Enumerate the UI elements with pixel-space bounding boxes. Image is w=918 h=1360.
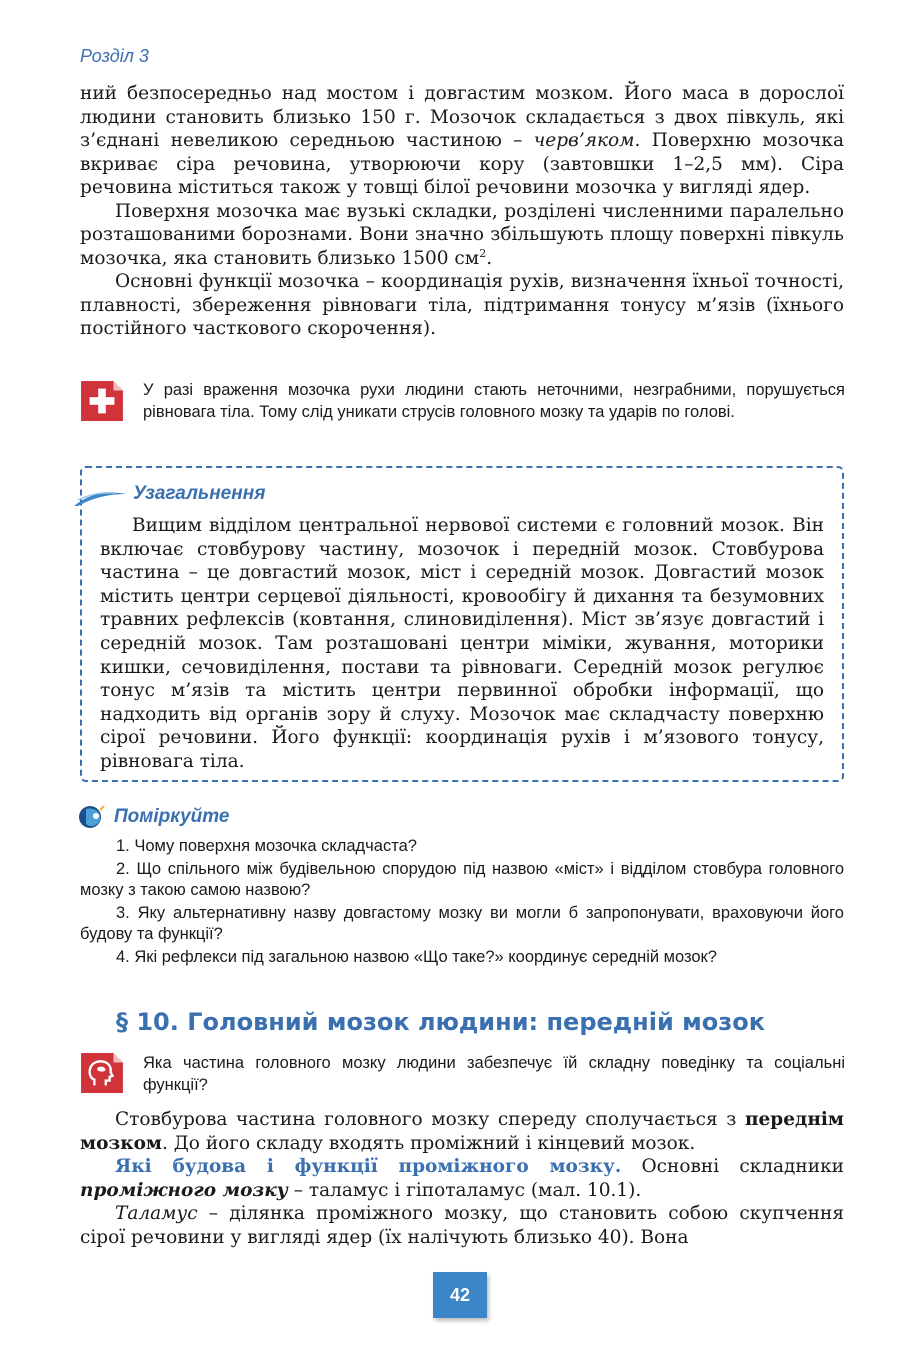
summary-text: Вищим відділом центральної нервової системи є головний мозок. Він включає стовбурову частину, мозочок і передній мозок. Стовбурова частина – це довгастий мозок, міст і середній мозок. Довгастий мозок містить центри серцевої діяльності, кровообігу й дихання та безумовних травних рефлексів (ковтання, слиновиділення). Міст зв’язує довгастий і середній мозок. Там розташовані центри міміки, жування, моторики кишки, сечовиділення, постави та рівноваги. Середній мозок регулює тонус м’язів та містить центри первинної обробки інформації, що надходить від органів зору й слуху. Мозочок має складчасту поверхню сірої речовини. Його функції: координація рухів і м’язового тонусу, рівновага тіла. (100, 515, 824, 772)
subheading-diencephalon: Які будова і функції проміжного мозку. (115, 1156, 622, 1177)
section-paragraph-3: Таламус – ділянка проміжного мозку, що становить собою скупчення сірої речовини у вигляді ядер (їх налічують близько 40). Вона (80, 1203, 844, 1248)
swoosh-icon (72, 486, 128, 508)
intro-text (80, 82, 844, 341)
page-number: 42 (433, 1272, 487, 1318)
first-aid-cross-icon (80, 381, 124, 421)
head-profile-icon (80, 1053, 124, 1093)
section-question-text: Яка частина головного мозку людини забезпечує їй складну поведінку та соціальні функції? (143, 1054, 845, 1094)
term-vermis: черв’яком (533, 130, 635, 151)
intro-paragraph-3: Основні функції мозочка – координація рухів, визначення їхньої точності, плавності, збереження рівноваги тіла, підтримання тонусу м’язів (їхнього постійного часткового скорочення). (80, 271, 844, 339)
section-title: § 10. Головний мозок людини: передній мозок (116, 1008, 765, 1036)
question-item: 3. Яку альтернативну назву довгастому мозку ви могли б запропонувати, враховуючи його будову та функції? (80, 903, 844, 943)
thinking-head-icon (76, 804, 106, 830)
warning-note-text: У разі враження мозочка рухи людини стають неточними, незграбними, порушується рівновага тіла. Тому слід уникати струсів головного мозку та ударів по голові. (143, 381, 845, 421)
question-item: 4. Які рефлекси під загальною назвою «Що таке?» координує середній мозок? (116, 947, 717, 966)
think-title: Поміркуйте (114, 806, 230, 827)
intro-paragraph-2: Поверхня мозочка має вузькі складки, розділені численними паралельно розташованими борознами. Вони значно збільшують площу поверхні півкуль мозочка, яка становить близько 1500 $см^2$. (80, 200, 844, 269)
section-text (80, 1108, 844, 1249)
question-item: 1. Чому поверхня мозочка складчаста? (116, 837, 417, 855)
summary-title: Узагальнення (133, 483, 266, 504)
section-paragraph-2: Які будова і функції проміжного мозку. Основні складники проміжного мозку – таламус і гіпоталамус (мал. 10.1). (80, 1156, 844, 1201)
questions-list (80, 836, 844, 969)
section-paragraph-1: Стовбурова частина головного мозку спереду сполучається з переднім мозком. До його складу входять проміжний і кінцевий мозок. (80, 1109, 844, 1154)
chapter-header: Розділ 3 (80, 46, 149, 66)
intro-paragraph-1: ний безпосередньо над мостом і довгастим мозком. Його маса в дорослої людини становить близько 150 г. Мозочок складається з двох півкуль, які з’єднані невеликою середньою частиною – черв’яком. Поверхню мозочка вкриває сіра речовина, утворюючи кору (завтовшки 1–2,5 мм). Сіра речовина міститься також у товщі білої речовини мозочка у вигляді ядер. (80, 83, 844, 198)
question-item: 2. Що спільного між будівельною спорудою під назвою «міст» і відділом стовбура головного мозку з такою самою назвою? (80, 859, 844, 899)
